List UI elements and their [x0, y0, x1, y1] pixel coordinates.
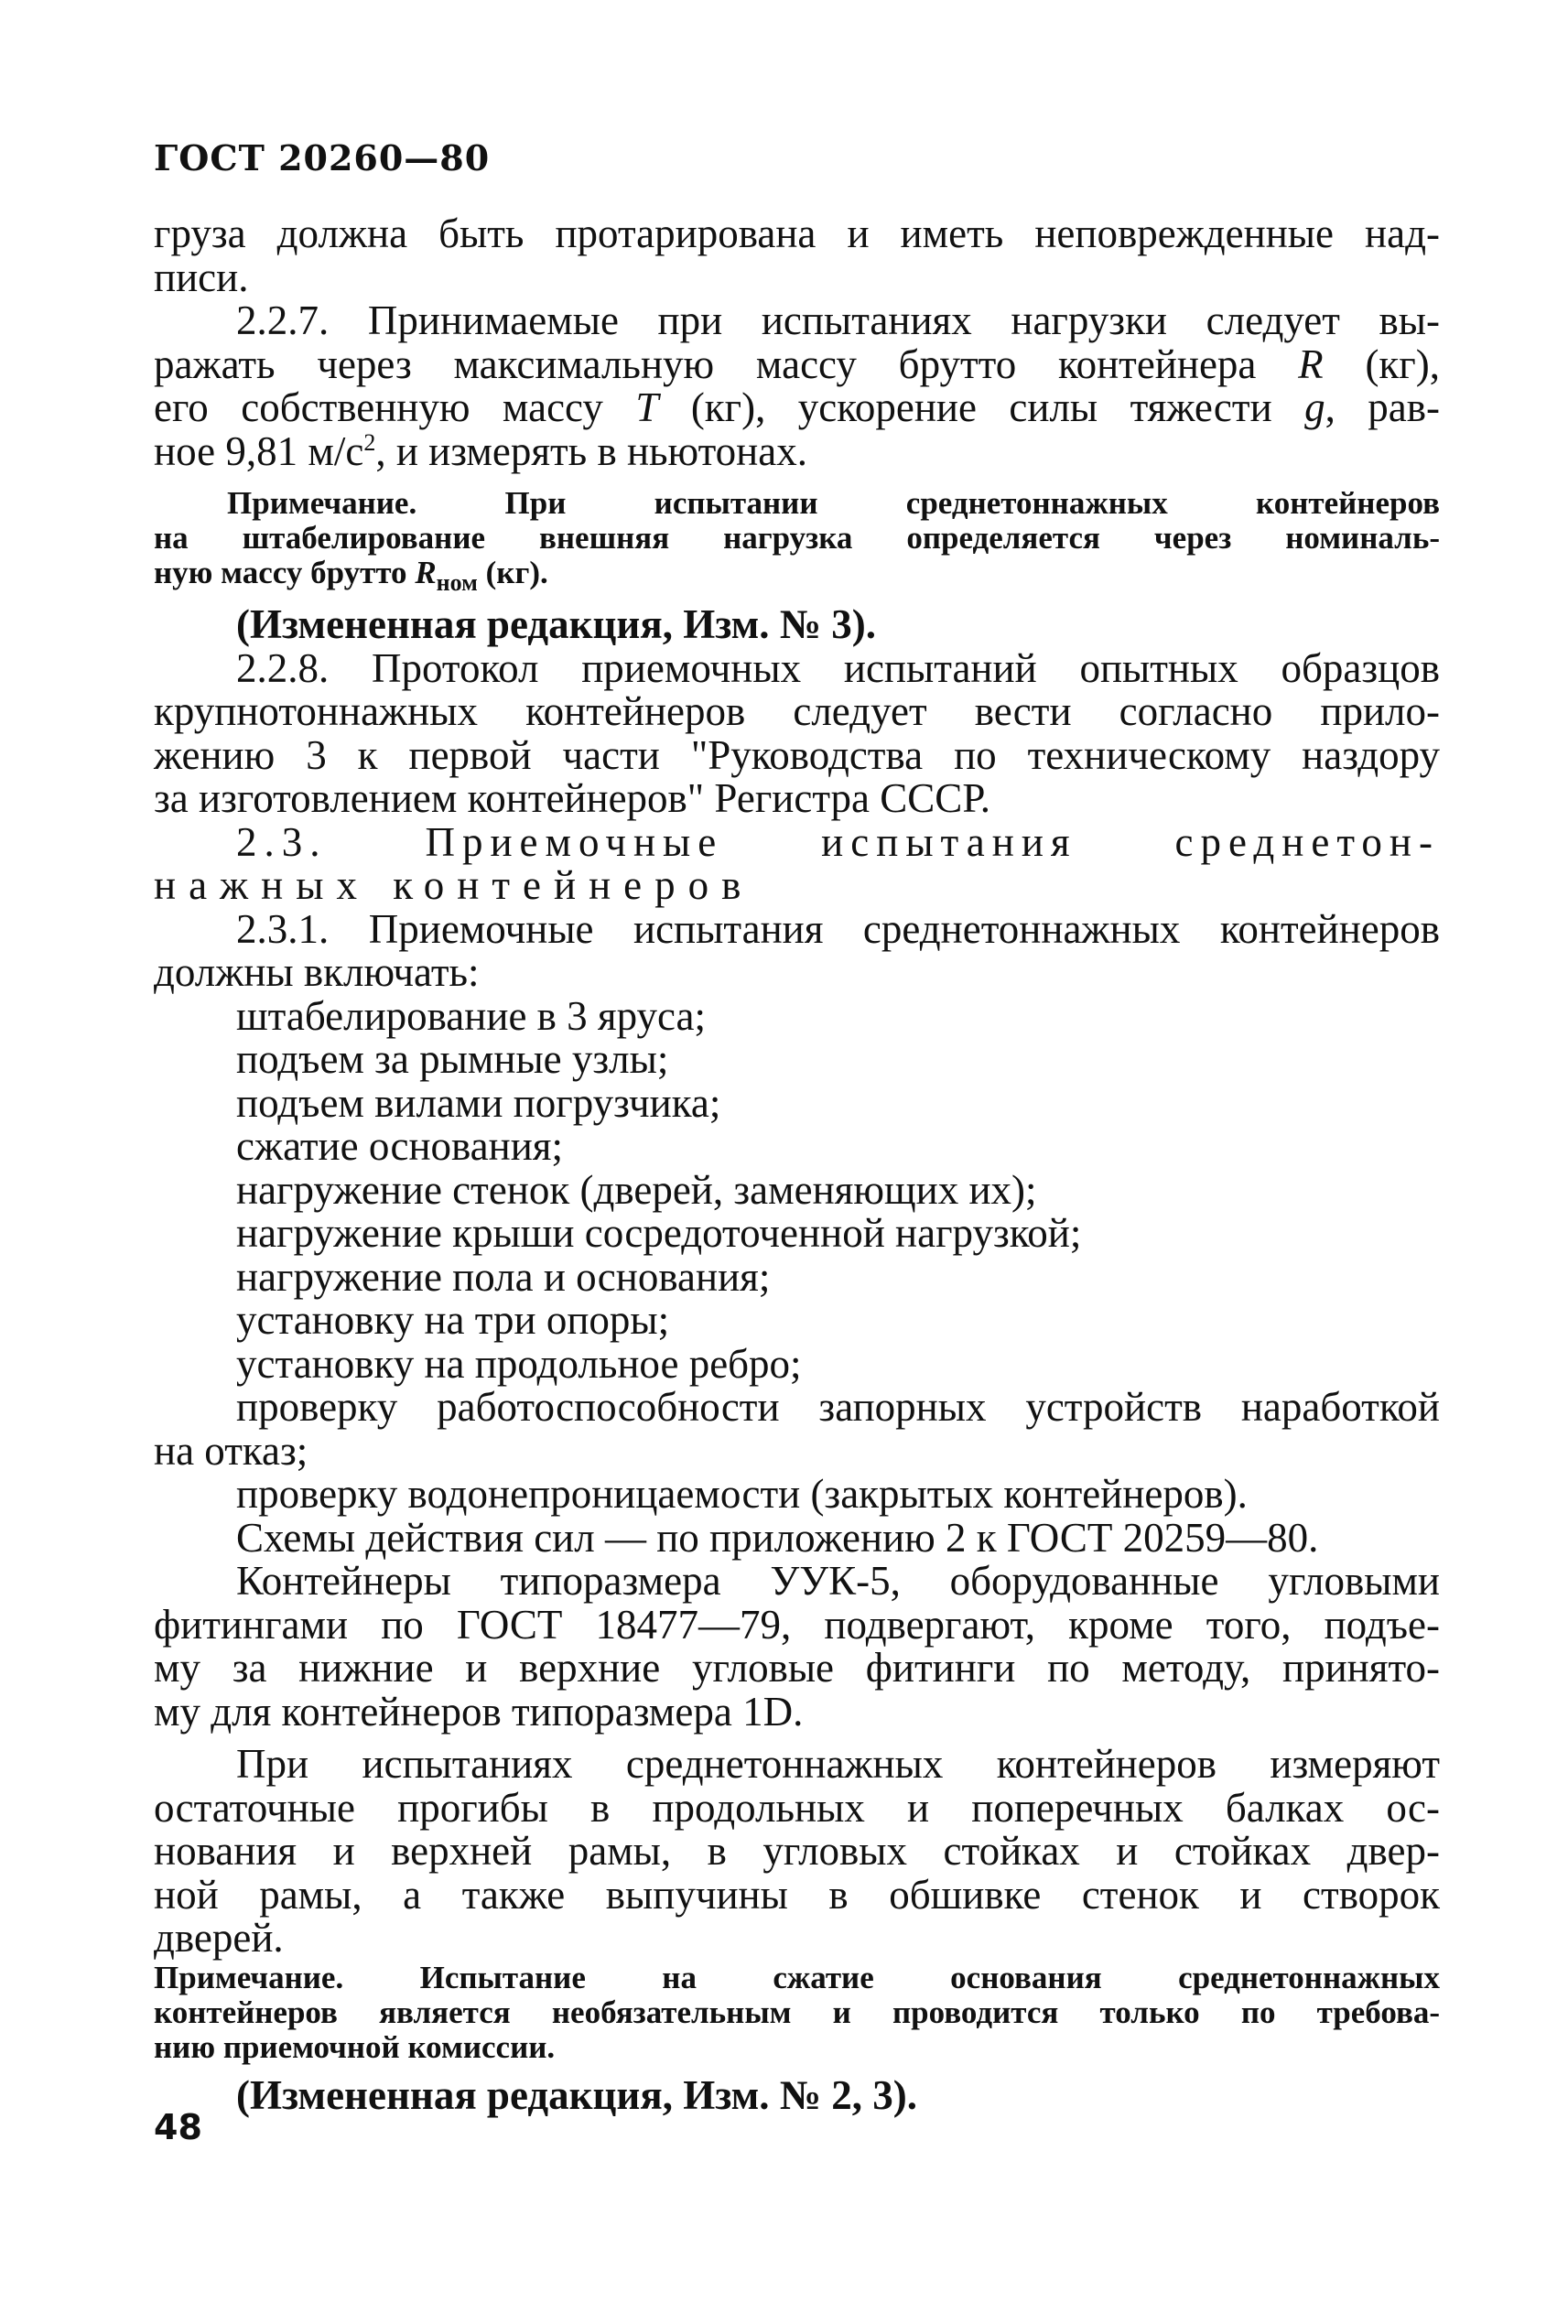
list-item: штабелирование в 3 яруса;: [236, 992, 707, 1039]
revision-note-1: (Измененная редакция, Изм. № 3).: [236, 601, 877, 647]
list-item-cont: на отказ;: [154, 1427, 308, 1474]
variable-t: T: [635, 384, 659, 430]
note-line: контейнеров является необязательным и проводится только по требова-: [154, 1994, 1440, 2030]
note-2: [154, 1961, 1440, 2065]
page-content: [154, 212, 1440, 2117]
text-line: Контейнеры типоразмера УУК-5, оборудованные угловыми: [236, 1558, 1440, 1604]
note-line: ную массу брутто $R_{ном}$ (кг).: [154, 555, 548, 596]
text-line: дверей.: [154, 1915, 284, 1961]
text-line: должны включать:: [154, 949, 480, 995]
text-line: му за нижние и верхние угловые фитинги по методу, принято-: [154, 1645, 1440, 1691]
list-item: нагружение стенок (дверей, заменяющих их);: [236, 1166, 1037, 1213]
clause-2-2-7: 2.2.7. Принимаемые при испытаниях нагрузки следует вы-: [236, 297, 1440, 343]
note-1: [154, 485, 1440, 596]
list-item: установку на три опоры;: [236, 1297, 670, 1343]
text-line: ражать через максимальную массу брутто контейнера R (кг),: [154, 340, 1440, 387]
list-item: проверку работоспособности запорных устройств наработкой: [236, 1384, 1440, 1430]
text-line: му для контейнеров типоразмера 1D.: [154, 1688, 804, 1735]
list-item: подъем за рымные узлы;: [236, 1036, 669, 1082]
variable-g: g: [1304, 384, 1325, 430]
text-line: крупнотоннажных контейнеров следует вести согласно прило-: [154, 688, 1440, 734]
page-number: 48: [154, 2107, 202, 2147]
list-item: установку на продольное ребро;: [236, 1340, 802, 1387]
variable-r: R: [1298, 340, 1324, 387]
text-line: При испытаниях среднетоннажных контейнеров измеряют: [236, 1741, 1440, 1787]
text-line: груза должна быть протарирована и иметь неповрежденные над-: [154, 211, 1440, 256]
text-line: остаточные прогибы в продольных и поперечных балках ос-: [154, 1784, 1440, 1831]
revision-note-2: (Измененная редакция, Изм. № 2, 3).: [236, 2071, 918, 2118]
list-item: нагружение пола и основания;: [236, 1253, 771, 1300]
list-item: проверку водонепроницаемости (закрытых контейнеров).: [236, 1471, 1248, 1517]
list-item: подъем вилами погрузчика;: [236, 1079, 721, 1126]
standard-header: ГОСТ 20260—80: [154, 137, 491, 178]
text-line: нования и верхней рамы, в угловых стойках и стойках двер-: [154, 1828, 1440, 1874]
text-line: жению 3 к первой части "Руководства по техническому наздору: [154, 731, 1440, 778]
clause-2-2-8: 2.2.8. Протокол приемочных испытаний опытных образцов: [236, 644, 1440, 691]
note-line: Примечание. Испытание на сжатие основания среднетоннажных: [154, 1959, 1440, 1995]
section-heading-2-3: 2.3. Приемочные испытания среднетон-: [236, 818, 1440, 865]
text-line: за изготовлением контейнеров" Регистра СССР.: [154, 775, 990, 821]
list-item: нагружение крыши сосредоточенной нагрузкой;: [236, 1210, 1082, 1256]
note-line: Примечание. При испытании среднетоннажных контейнеров: [227, 485, 1440, 521]
text-line: писи.: [154, 254, 249, 300]
clause-2-3-1: 2.3.1. Приемочные испытания среднетоннажных контейнеров: [236, 905, 1440, 952]
note-line: нию приемочной комиссии.: [154, 2028, 556, 2065]
text-line: Схемы действия сил — по приложению 2 к ГОСТ 20259—80.: [236, 1514, 1319, 1561]
section-heading-2-3-cont: нажных контейнеров: [154, 862, 754, 908]
list-item: сжатие основания;: [236, 1123, 564, 1169]
note-line: на штабелирование внешняя нагрузка определяется через номиналь-: [154, 520, 1440, 556]
text-line: ной рамы, а также выпучины в обшивке стенок и створок: [154, 1871, 1440, 1918]
text-line: фитингами по ГОСТ 18477—79, подвергают, кроме того, подъе-: [154, 1601, 1440, 1648]
text-line: ное 9,81 $м/с^2$, и измерять в ньютонах.: [154, 427, 807, 474]
text-line: его собственную массу T (кг), ускорение силы тяжести g, рав-: [154, 384, 1440, 430]
